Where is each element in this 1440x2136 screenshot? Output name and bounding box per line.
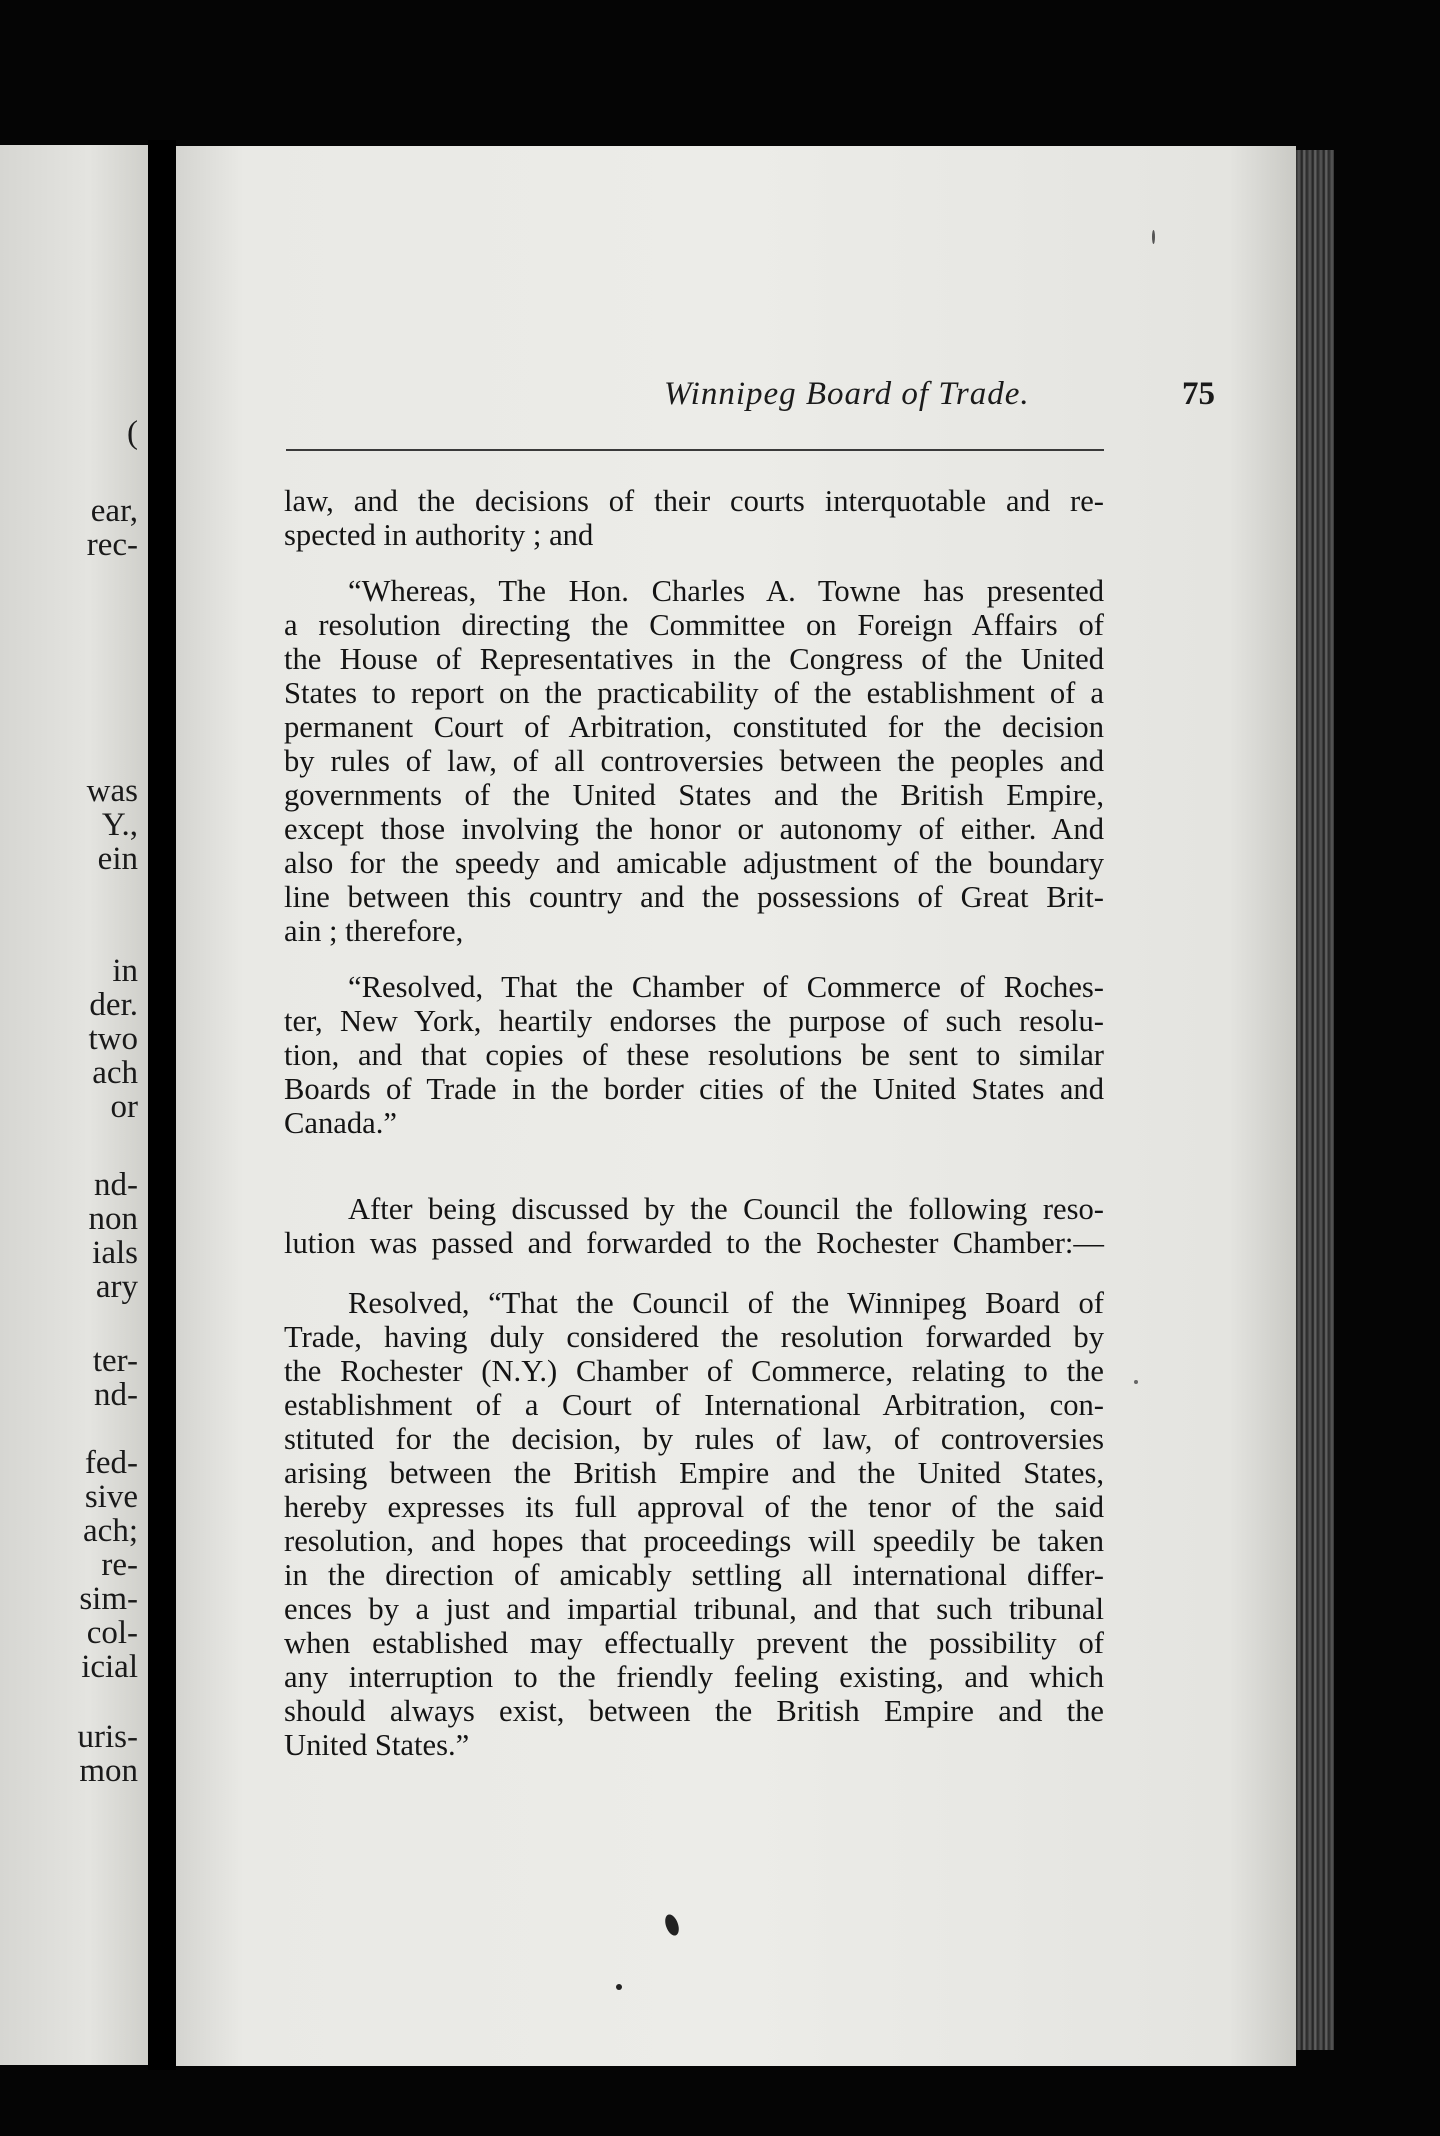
left-page-fragment: or bbox=[110, 1089, 138, 1125]
left-page-fragment: rec- bbox=[86, 527, 138, 563]
text-line: a resolution directing the Committee on Foreign Affairs of bbox=[284, 608, 1104, 642]
text-line: law, and the decisions of their courts interquotable and re- bbox=[284, 484, 1104, 518]
left-facing-page bbox=[0, 145, 148, 2065]
text-line: Boards of Trade in the border cities of the United States and bbox=[284, 1072, 1104, 1106]
text-line: establishment of a Court of International Arbitration, con- bbox=[284, 1388, 1104, 1422]
text-line: tion, and that copies of these resolutions be sent to similar bbox=[284, 1038, 1104, 1072]
text-line: permanent Court of Arbitration, constituted for the decision bbox=[284, 710, 1104, 744]
ink-speck bbox=[616, 1984, 622, 1990]
left-page-fragment: ach; bbox=[83, 1513, 138, 1549]
text-line: when established may effectually prevent the possibility of bbox=[284, 1626, 1104, 1660]
left-page-fragment: uris- bbox=[77, 1719, 138, 1755]
text-line: Trade, having duly considered the resolution forwarded by bbox=[284, 1320, 1104, 1354]
left-page-fragment: nd- bbox=[94, 1377, 138, 1413]
left-page-fragment: col- bbox=[86, 1615, 138, 1651]
text-line: arising between the British Empire and the United States, bbox=[284, 1456, 1104, 1490]
left-page-fragment: ach bbox=[92, 1055, 138, 1091]
text-line: the Rochester (N.Y.) Chamber of Commerce, relating to the bbox=[284, 1354, 1104, 1388]
ink-speck bbox=[1152, 230, 1155, 244]
text-line: ain ; therefore, bbox=[284, 914, 464, 948]
paragraph bbox=[284, 574, 1104, 948]
text-line: line between this country and the possessions of Great Brit- bbox=[284, 880, 1104, 914]
book-page bbox=[176, 146, 1296, 2066]
text-line: “Resolved, That the Chamber of Commerce of Roches- bbox=[348, 970, 1104, 1004]
paragraph bbox=[284, 484, 1104, 552]
text-line: resolution, and hopes that proceedings will speedily be taken bbox=[284, 1524, 1104, 1558]
text-line: ences by a just and impartial tribunal, and that such tribunal bbox=[284, 1592, 1104, 1626]
text-line: Resolved, “That the Council of the Winnipeg Board of bbox=[348, 1286, 1104, 1320]
left-page-fragment: sive bbox=[84, 1479, 138, 1515]
ink-speck bbox=[1134, 1380, 1138, 1384]
left-page-fragment: sim- bbox=[79, 1581, 138, 1617]
text-line: stituted for the decision, by rules of law, of controversies bbox=[284, 1422, 1104, 1456]
text-line: hereby expresses its full approval of the tenor of the said bbox=[284, 1490, 1104, 1524]
text-line: except those involving the honor or autonomy of either. And bbox=[284, 812, 1104, 846]
left-page-fragment: icial bbox=[81, 1649, 138, 1685]
left-page-fragment: in bbox=[112, 953, 138, 989]
page-header bbox=[284, 376, 1284, 426]
paragraph bbox=[284, 1192, 1104, 1260]
paragraph bbox=[284, 970, 1104, 1140]
left-page-fragment: ein bbox=[97, 841, 138, 877]
left-page-fragment: non bbox=[88, 1201, 138, 1237]
left-page-fragment: Y., bbox=[101, 807, 138, 843]
text-line: the House of Representatives in the Congress of the United bbox=[284, 642, 1104, 676]
text-line: ter, New York, heartily endorses the purpose of such resolu- bbox=[284, 1004, 1104, 1038]
left-page-fragment: re- bbox=[101, 1547, 138, 1583]
text-line: by rules of law, of all controversies between the peoples and bbox=[284, 744, 1104, 778]
ink-mark bbox=[663, 1913, 682, 1938]
left-page-fragment: der. bbox=[89, 987, 138, 1023]
left-page-fragment: was bbox=[86, 773, 138, 809]
text-line: After being discussed by the Council the following reso- bbox=[348, 1192, 1104, 1226]
text-line: States to report on the practicability of the establishment of a bbox=[284, 676, 1104, 710]
page-number: 75 bbox=[1182, 376, 1215, 412]
left-page-fragment: mon bbox=[79, 1753, 138, 1789]
left-page-fragment: two bbox=[88, 1021, 138, 1057]
paragraph bbox=[284, 1286, 1104, 1762]
text-line: “Whereas, The Hon. Charles A. Towne has presented bbox=[348, 574, 1104, 608]
text-line: in the direction of amicably settling all international differ- bbox=[284, 1558, 1104, 1592]
text-line: also for the speedy and amicable adjustment of the boundary bbox=[284, 846, 1104, 880]
header-rule bbox=[286, 449, 1104, 451]
text-line: governments of the United States and the British Empire, bbox=[284, 778, 1104, 812]
left-page-fragment: ( bbox=[127, 415, 138, 451]
running-title: Winnipeg Board of Trade. bbox=[664, 376, 1030, 412]
left-page-fragment: ary bbox=[95, 1269, 138, 1305]
text-line: spected in authority ; and bbox=[284, 518, 594, 552]
left-page-fragment: ter- bbox=[92, 1343, 138, 1379]
text-line: Canada.” bbox=[284, 1106, 397, 1140]
left-page-fragment: ials bbox=[92, 1235, 138, 1271]
left-page-fragment: ear, bbox=[90, 493, 138, 529]
text-line: United States.” bbox=[284, 1728, 470, 1762]
text-line: any interruption to the friendly feeling existing, and which bbox=[284, 1660, 1104, 1694]
left-page-fragment: nd- bbox=[94, 1167, 138, 1203]
left-page-fragment: fed- bbox=[84, 1445, 138, 1481]
page-body bbox=[284, 484, 1104, 1762]
text-line: should always exist, between the British Empire and the bbox=[284, 1694, 1104, 1728]
page-stack-edge bbox=[1296, 150, 1334, 2050]
text-line: lution was passed and forwarded to the Rochester Chamber:— bbox=[284, 1226, 1104, 1260]
book-gutter bbox=[148, 140, 176, 2070]
